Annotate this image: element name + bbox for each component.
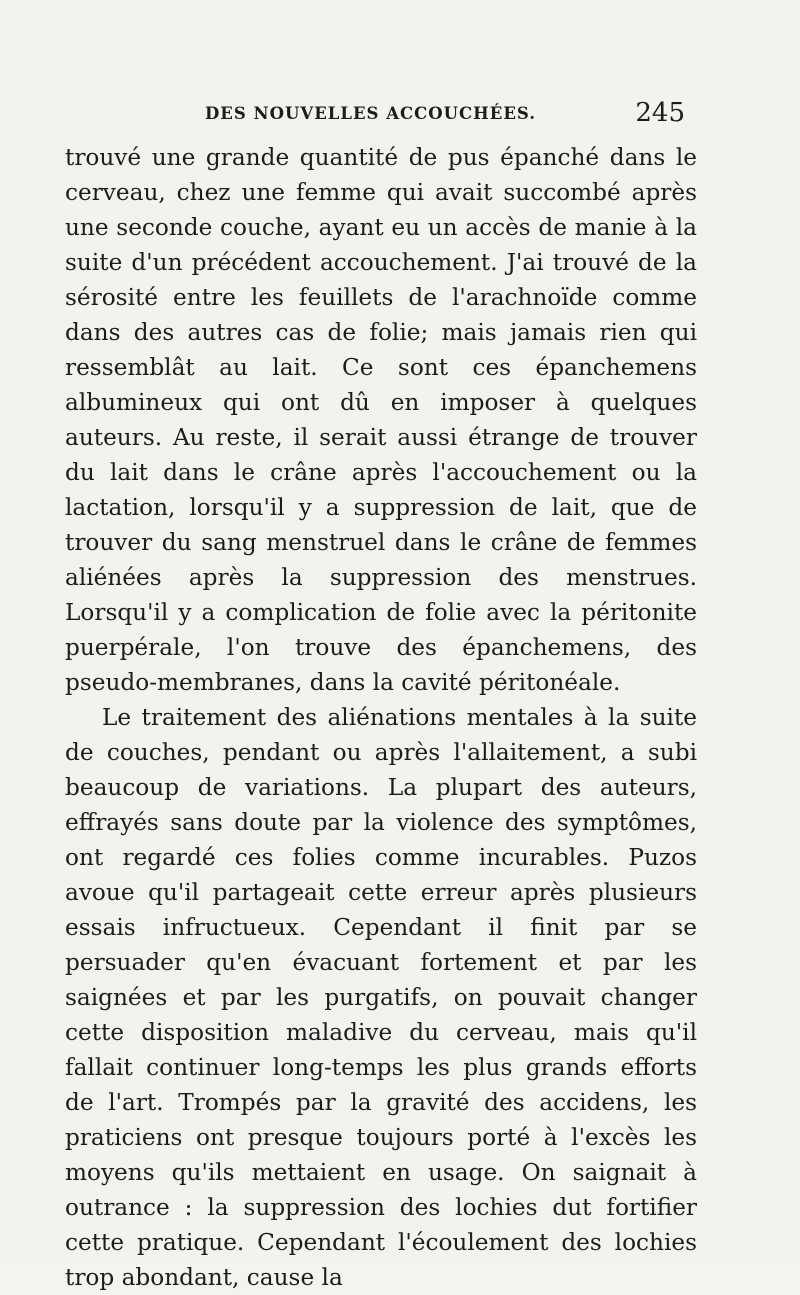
page-number: 245	[635, 98, 685, 128]
running-title: DES NOUVELLES ACCOUCHÉES.	[205, 104, 536, 123]
body-text	[65, 140, 697, 1295]
running-head	[65, 98, 695, 134]
paragraph-continuation: trouvé une grande quantité de pus épanché dans le cerveau, chez une femme qui avait succombé après une seconde couche, ayant eu un accès de manie à la suite d'un précédent accouchement. J'ai trouvé de la sérosité entre les feuillets de l'arachnoïde comme dans des autres cas de folie; mais jamais rien qui ressemblât au lait. Ce sont ces épanchemens albumineux qui ont dû en imposer à quelques auteurs. Au reste, il serait aussi étrange de trouver du lait dans le crâne après l'accouchement ou la lactation, lorsqu'il y a suppression de lait, que de trouver du sang menstruel dans le crâne de femmes aliénées après la suppression des menstrues. Lorsqu'il y a complication de folie avec la péritonite puerpérale, l'on trouve des épanchemens, des pseudo-membranes, dans la cavité péritonéale.	[65, 144, 697, 696]
paragraph-treatment: Le traitement des aliénations mentales à la suite de couches, pendant ou après l'allaitement, a subi beaucoup de variations. La plupart des auteurs, effrayés sans doute par la violence des symptômes, ont regardé ces folies comme incurables. Puzos avoue qu'il partageait cette erreur après plusieurs essais infructueux. Cependant il finit par se persuader qu'en évacuant fortement et par les saignées et par les purgatifs, on pouvait changer cette disposition maladive du cerveau, mais qu'il fallait continuer long-temps les plus grands efforts de l'art. Trompés par la gravité des accidens, les praticiens ont presque toujours porté à l'excès les moyens qu'ils mettaient en usage. On saignait à outrance : la suppression des lochies dut fortifier cette pratique. Cependant l'écoulement des lochies trop abondant, cause la	[65, 704, 697, 1291]
